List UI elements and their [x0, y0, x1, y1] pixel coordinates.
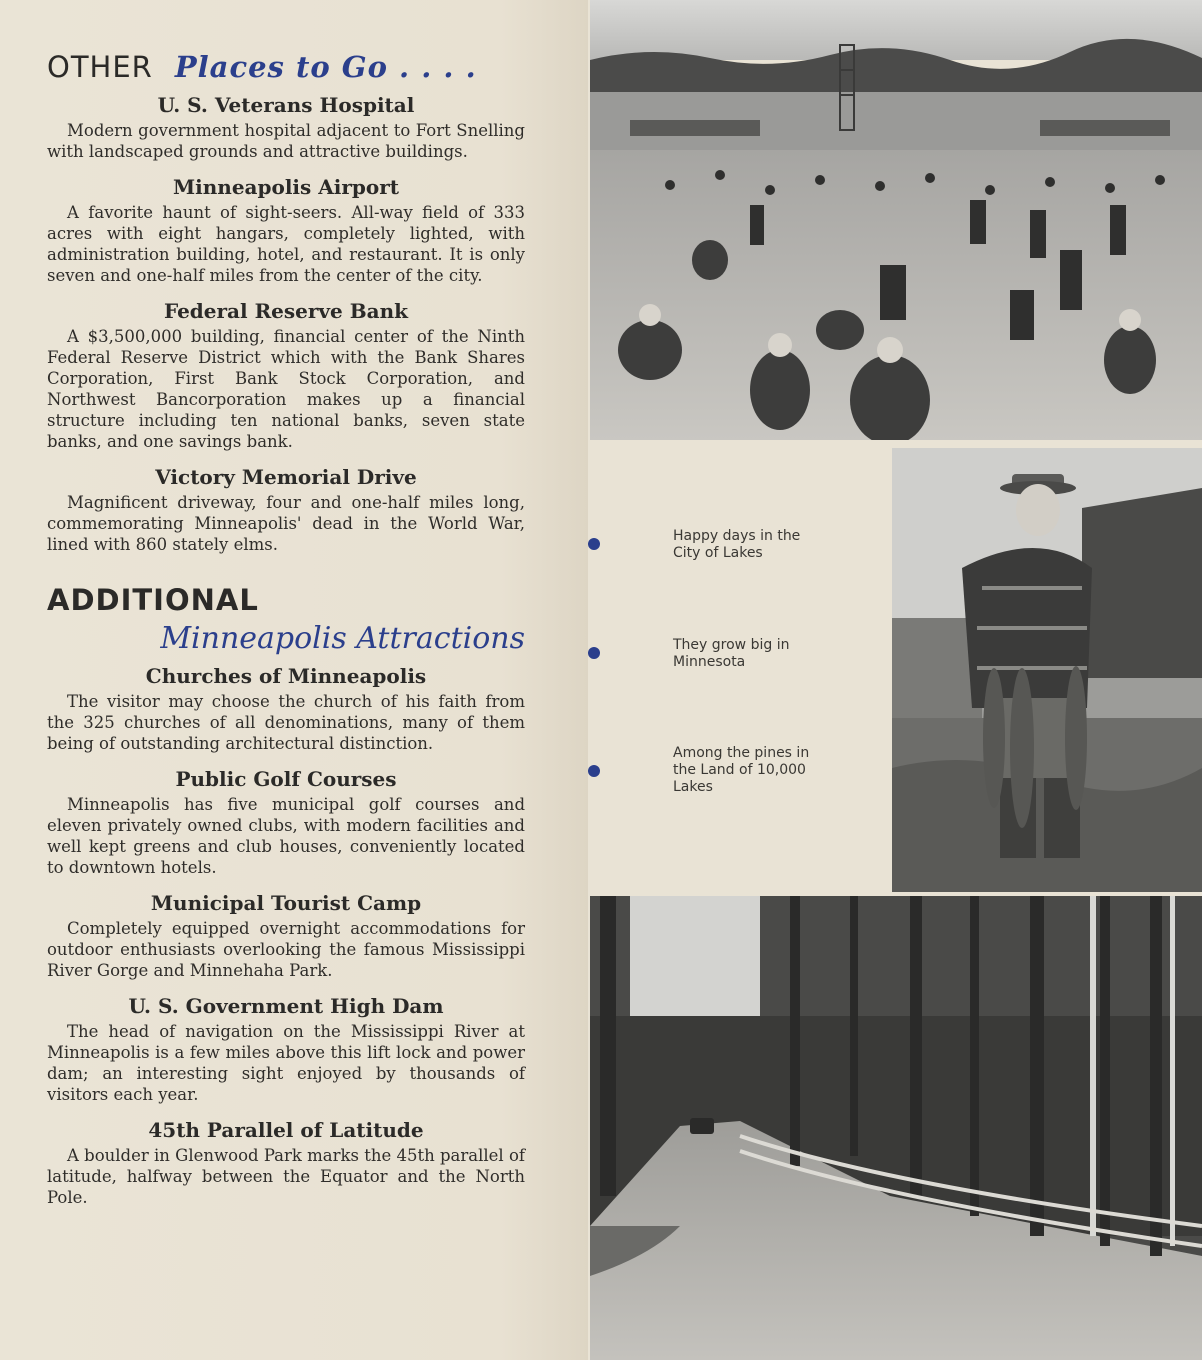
caption-text: They grow big in Minnesota	[673, 637, 790, 670]
forest-road-photo-image	[590, 896, 1202, 1360]
attraction-item	[47, 1117, 525, 1208]
place-description: A favorite haunt of sight-seers. All-way field of 333 acres with eight hangars, completely lighted, with administration building, hotel, and restaurant. It is only seven and one-half miles from the center of the city.	[47, 203, 525, 285]
forest-road-photo	[590, 896, 1202, 1360]
attraction-title: Municipal Tourist Camp	[150, 891, 422, 915]
place-title: Federal Reserve Bank	[163, 299, 409, 323]
place-item	[47, 298, 525, 452]
attraction-title: Churches of Minneapolis	[145, 664, 427, 688]
place-item	[47, 92, 525, 162]
beach-photo-image	[590, 0, 1202, 440]
caption-lakes	[628, 528, 818, 562]
attractions-subheading: Minneapolis Attractions	[160, 621, 525, 656]
fisherman-photo-image	[892, 448, 1202, 892]
attractions-section	[47, 663, 525, 1208]
caption-bullet	[588, 538, 600, 550]
attraction-title: Public Golf Courses	[175, 767, 397, 791]
left-page	[0, 0, 588, 1360]
attraction-description: A boulder in Glenwood Park marks the 45th parallel of latitude, halfway between the Equator and the North Pole.	[47, 1146, 525, 1207]
heading-caps: OTHER	[47, 50, 153, 84]
other-places-heading	[47, 46, 525, 86]
caption-text: Among the pines in the Land of 10,000 Lakes	[673, 745, 810, 795]
attraction-description: Completely equipped overnight accommodations for outdoor enthusiasts overlooking the famous Mississippi River Gorge and Minnehaha Park.	[47, 919, 525, 980]
attraction-item	[47, 993, 525, 1105]
place-item	[47, 464, 525, 555]
attraction-item	[47, 766, 525, 878]
caption-fishing	[628, 637, 818, 671]
attraction-title: 45th Parallel of Latitude	[148, 1118, 424, 1142]
beach-photo	[590, 0, 1202, 440]
heading-script: Places to Go . . . .	[174, 50, 477, 84]
place-description: A $3,500,000 building, financial center of the Ninth Federal Reserve District which with the Bank Shares Corporation, First Bank Stock Corporation, and Northwest Bancorporation makes up a financial structure including ten national banks, seven state banks, and one savings bank.	[47, 327, 525, 451]
place-title: Minneapolis Airport	[173, 175, 399, 199]
place-item	[47, 174, 525, 286]
caption-bullet	[588, 647, 600, 659]
caption-pines	[628, 745, 818, 796]
attraction-title: U. S. Government High Dam	[128, 994, 444, 1018]
attraction-description: The head of navigation on the Mississippi River at Minneapolis is a few miles above this lift lock and power dam; an interesting sight enjoyed by thousands of visitors each year.	[47, 1022, 525, 1104]
caption-text: Happy days in the City of Lakes	[673, 528, 801, 561]
heading-caps: ADDITIONAL	[47, 583, 259, 617]
place-description: Magnificent driveway, four and one-half miles long, commemorating Minneapolis' dead in the World War, lined with 860 stately elms.	[47, 493, 525, 554]
attraction-item	[47, 663, 525, 754]
additional-heading	[47, 581, 525, 617]
place-title: Victory Memorial Drive	[155, 465, 417, 489]
text-column	[47, 46, 525, 1220]
attraction-item	[47, 890, 525, 981]
fisherman-photo	[892, 448, 1202, 892]
place-title: U. S. Veterans Hospital	[157, 93, 415, 117]
right-page	[588, 0, 1202, 1360]
attraction-description: Minneapolis has five municipal golf courses and eleven privately owned clubs, with modern facilities and well kept greens and club houses, conveniently located to downtown hotels.	[47, 795, 525, 877]
place-description: Modern government hospital adjacent to Fort Snelling with landscaped grounds and attractive buildings.	[47, 121, 525, 161]
places-section	[47, 92, 525, 555]
attraction-description: The visitor may choose the church of his faith from the 325 churches of all denominations, many of them being of outstanding architectural distinction.	[47, 692, 525, 753]
caption-bullet	[588, 765, 600, 777]
